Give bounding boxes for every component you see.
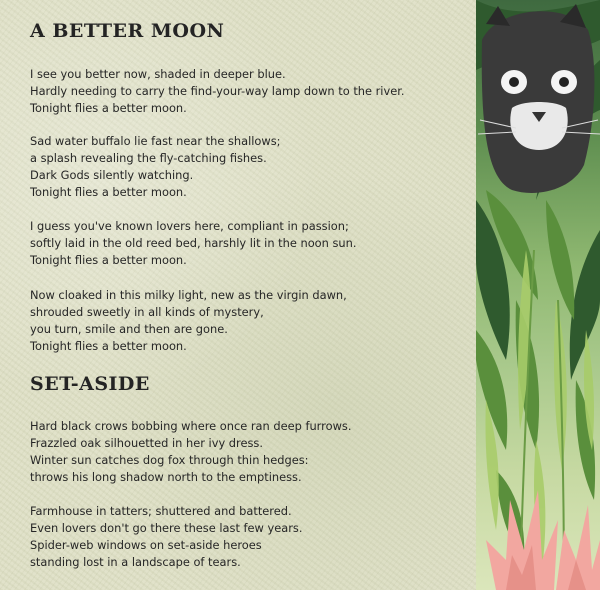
stanza [30, 218, 356, 269]
poem-line: Tonight flies a better moon. [30, 185, 187, 199]
stanza [30, 418, 351, 486]
poem-line: throws his long shadow north to the emptiness. [30, 470, 302, 484]
stanza [30, 133, 280, 201]
poem-line: Hardly needing to carry the find-your-way lamp down to the river. [30, 84, 405, 98]
jungle-illustration [476, 0, 600, 590]
poem-line: I guess you've known lovers here, compliant in passion; [30, 219, 349, 233]
poem-line: Frazzled oak silhouetted in her ivy dress. [30, 436, 263, 450]
poem-line: Even lovers don't go there these last few years. [30, 521, 303, 535]
poem-line: Now cloaked in this milky light, new as the virgin dawn, [30, 288, 347, 302]
black-panther-icon [478, 4, 600, 193]
poem-line: Tonight flies a better moon. [30, 253, 187, 267]
stanza [30, 66, 404, 117]
poem-line: Tonight flies a better moon. [30, 339, 187, 353]
poem-line: Spider-web windows on set-aside heroes [30, 538, 262, 552]
poem-line: softly laid in the old reed bed, harshly lit in the noon sun. [30, 236, 357, 250]
poem-line: a splash revealing the fly-catching fishes. [30, 151, 267, 165]
stanza [30, 287, 347, 355]
poem-line: shrouded sweetly in all kinds of mystery, [30, 305, 264, 319]
jungle-leaves-icon [476, 0, 600, 590]
poem-line: Dark Gods silently watching. [30, 168, 194, 182]
poem-title-set-aside: SET-ASIDE [30, 373, 150, 395]
poem-line: standing lost in a landscape of tears. [30, 555, 241, 569]
poem-line: you turn, smile and then are gone. [30, 322, 228, 336]
poem-line: Tonight flies a better moon. [30, 101, 187, 115]
poem-line: Winter sun catches dog fox through thin hedges: [30, 453, 309, 467]
poem-line: Sad water buffalo lie fast near the shallows; [30, 134, 281, 148]
poem-line: Hard black crows bobbing where once ran deep furrows. [30, 419, 352, 433]
poem-title-better-moon: A BETTER MOON [30, 20, 225, 42]
poem-line: Farmhouse in tatters; shuttered and battered. [30, 504, 292, 518]
stanza [30, 503, 302, 571]
poem-line: I see you better now, shaded in deeper blue. [30, 67, 286, 81]
